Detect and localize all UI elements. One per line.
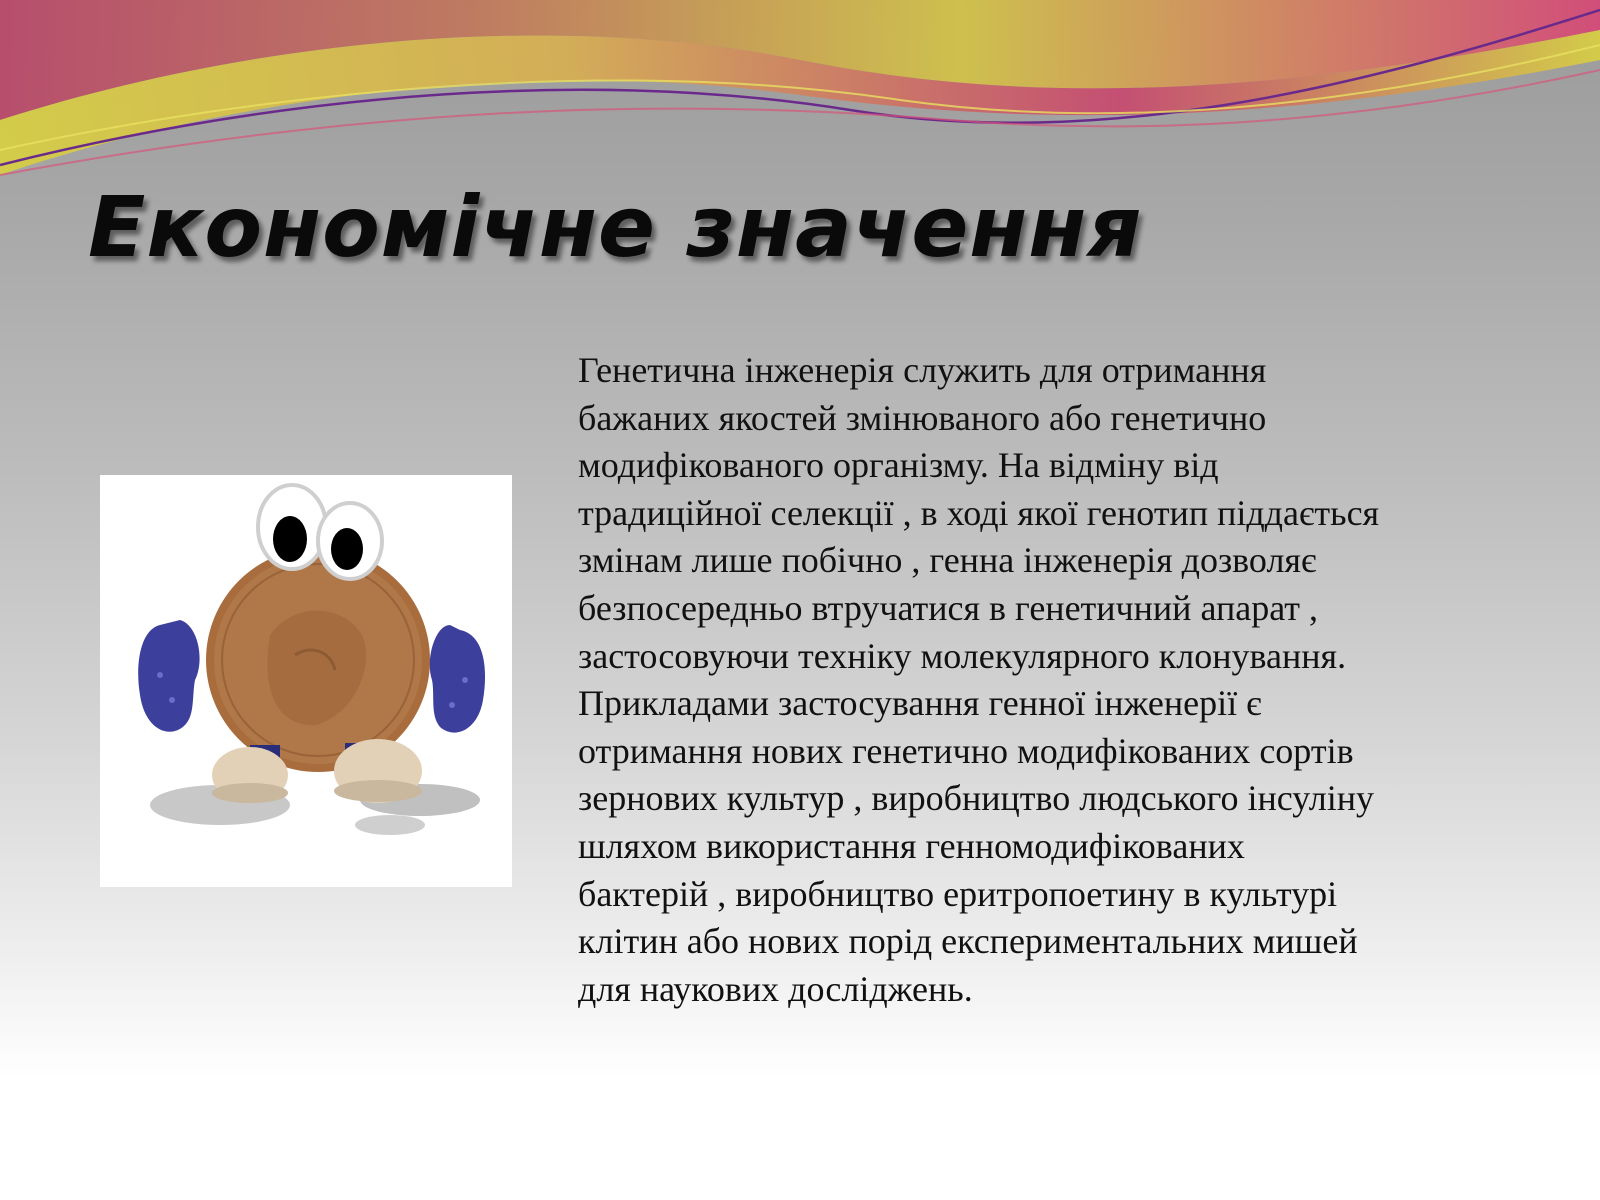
body-line: Прикладами застосування генної інженерії є bbox=[578, 683, 1262, 724]
body-line: застосовуючи техніку молекулярного клонування. bbox=[578, 635, 1347, 676]
body-line: Генетична інженерія служить для отримання bbox=[578, 350, 1267, 390]
body-line: клітин або нових порід експериментальних мишей bbox=[578, 921, 1358, 962]
body-line: бактерій , виробництво еритропоетину в культурі bbox=[578, 873, 1338, 914]
body-text bbox=[578, 347, 1578, 1013]
decorative-waves bbox=[0, 0, 1600, 200]
body-line: змінам лише побічно , генна інженерія дозволяє bbox=[578, 540, 1317, 581]
coin-character-icon bbox=[100, 475, 512, 887]
slide-title: Економічне значення bbox=[88, 178, 1143, 276]
body-line: безпосередньо втручатися в генетичний апарат , bbox=[578, 587, 1318, 628]
body-line: бажаних якостей змінюваного або генетично bbox=[578, 397, 1267, 438]
body-line: зернових культур , виробництво людського інсуліну bbox=[578, 778, 1374, 819]
body-line: шляхом використання генномодифікованих bbox=[578, 825, 1245, 866]
body-line: для наукових досліджень. bbox=[578, 968, 973, 1009]
coin-character-picture bbox=[100, 475, 512, 887]
body-line: традиційної селекції , в ході якої генотип піддається bbox=[578, 492, 1380, 533]
body-line: отримання нових генетично модифікованих сортів bbox=[578, 730, 1354, 771]
body-line: модифікованого організму. На відміну від bbox=[578, 445, 1219, 486]
